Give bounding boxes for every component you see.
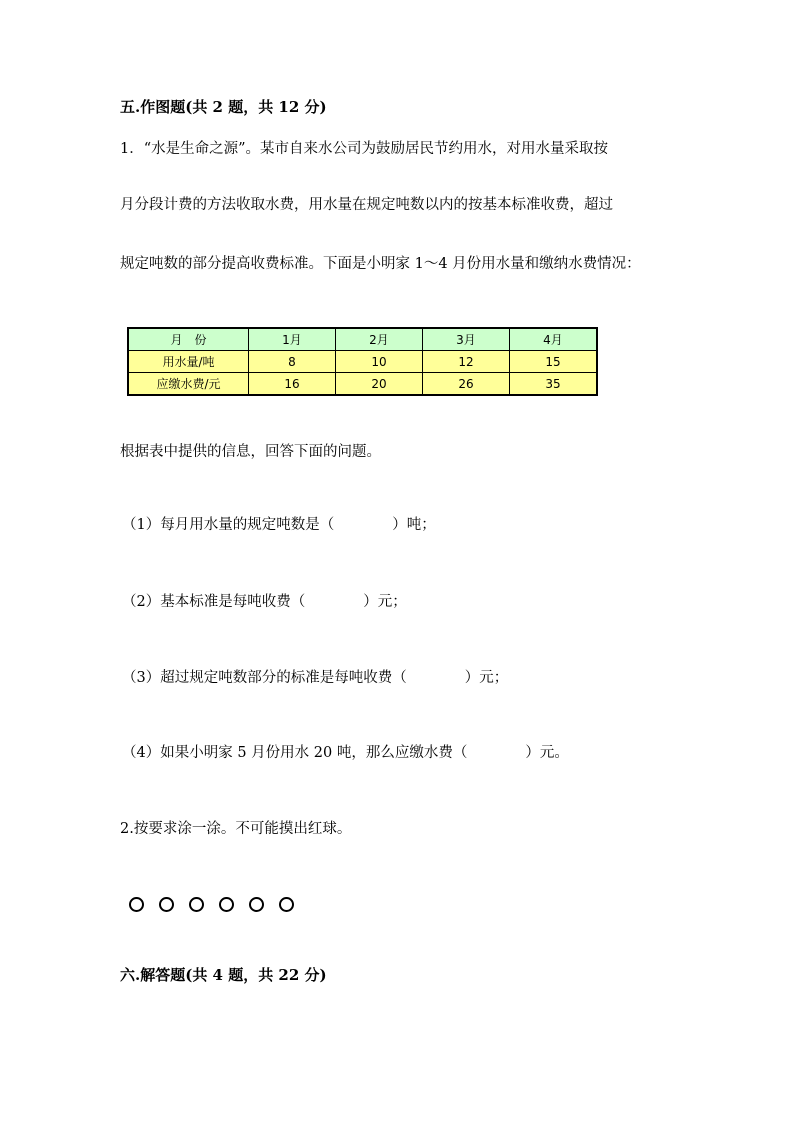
- subquestion-1: （1）每月用水量的规定吨数是（ ）吨；: [122, 517, 436, 533]
- ball-circle[interactable]: [219, 897, 234, 912]
- ball-circles: [129, 897, 294, 915]
- table-cell: 26: [423, 373, 510, 396]
- question-1-line-1: 1．“水是生命之源”。某市自来水公司为鼓励居民节约用水，对用水量采取按: [120, 141, 609, 157]
- water-usage-table: [127, 327, 598, 396]
- table-header-row: [128, 328, 597, 351]
- question-1-line-2: 月分段计费的方法收取水费，用水量在规定吨数以内的按基本标准收费，超过: [120, 197, 613, 213]
- table-header-cell: 1月: [249, 328, 336, 351]
- ball-circle[interactable]: [279, 897, 294, 912]
- table-cell: 35: [510, 373, 598, 396]
- ball-circle[interactable]: [129, 897, 144, 912]
- subquestion-3: （3）超过规定吨数部分的标准是每吨收费（ ）元；: [122, 670, 509, 686]
- ball-circle[interactable]: [249, 897, 264, 912]
- table-cell: 20: [336, 373, 423, 396]
- table-row-label: 应缴水费/元: [128, 373, 249, 396]
- table-cell: 8: [249, 351, 336, 373]
- table-header-cell: 月 份: [128, 328, 249, 351]
- question-2-text: 2.按要求涂一涂。不可能摸出红球。: [120, 821, 352, 837]
- section-6-title: 六.解答题(共 4 题，共 22 分): [120, 966, 327, 984]
- table-cell: 12: [423, 351, 510, 373]
- subquestion-4: （4）如果小明家 5 月份用水 20 吨，那么应缴水费（ ）元。: [122, 745, 569, 761]
- subquestion-2: （2）基本标准是每吨收费（ ）元；: [122, 594, 407, 610]
- ball-circle[interactable]: [189, 897, 204, 912]
- table-cell: 16: [249, 373, 336, 396]
- table-header-cell: 2月: [336, 328, 423, 351]
- question-1-prompt: 根据表中提供的信息，回答下面的问题。: [120, 444, 381, 460]
- table-row: [128, 351, 597, 373]
- table-header-cell: 4月: [510, 328, 598, 351]
- table-header-cell: 3月: [423, 328, 510, 351]
- table-row: [128, 373, 597, 396]
- ball-circle[interactable]: [159, 897, 174, 912]
- table-row-label: 用水量/吨: [128, 351, 249, 373]
- table-cell: 10: [336, 351, 423, 373]
- table-cell: 15: [510, 351, 598, 373]
- section-5-title: 五.作图题(共 2 题，共 12 分): [120, 98, 327, 116]
- question-1-line-3: 规定吨数的部分提高收费标准。下面是小明家 1～4 月份用水量和缴纳水费情况：: [120, 256, 641, 272]
